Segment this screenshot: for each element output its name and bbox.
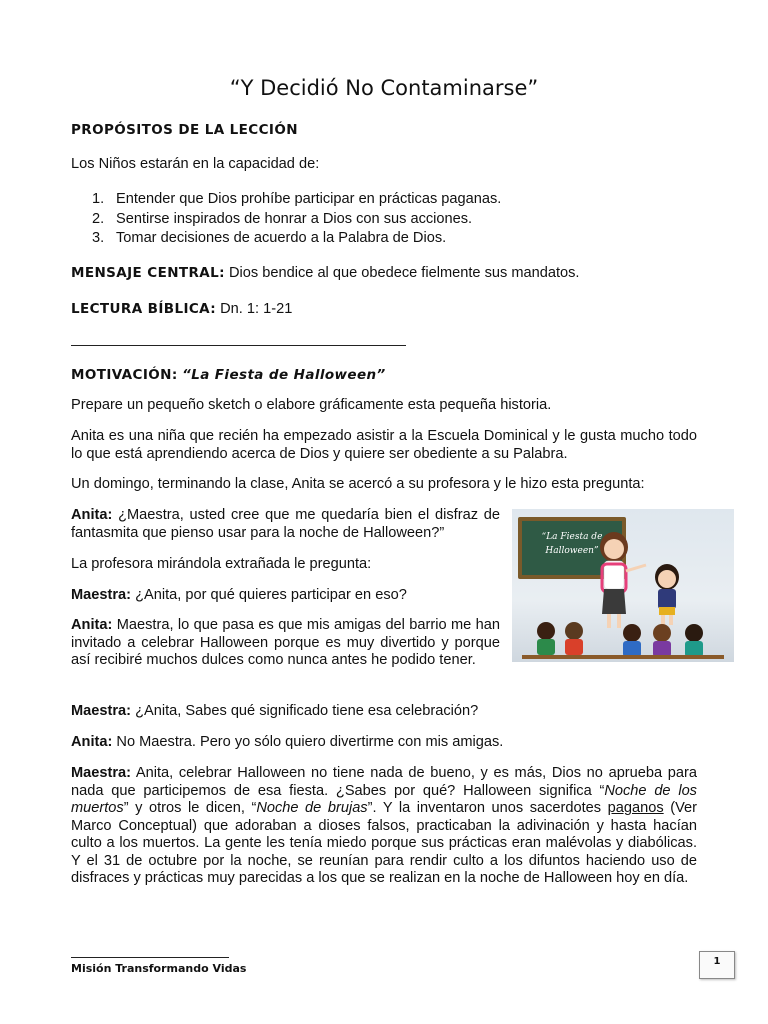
motivation-paragraph: Prepare un pequeño sketch o elabore gráficamente esta pequeña historia. [71, 397, 552, 413]
purpose-item: 2. Sentirse inspirados de honrar a Dios con sus acciones. [92, 211, 473, 227]
motivation-paragraph: Anita es una niña que recién ha empezado asistir a la Escuela Dominical y le gusta mucho todo lo que está aprendiendo acerca de Dios y quiere ser obediente a su Palabra. [71, 428, 697, 462]
purposes-heading: PROPÓSITOS DE LA LECCIÓN [71, 122, 298, 138]
dialogue-line: Maestra: ¿Anita, por qué quieres participar en eso? [71, 587, 407, 603]
central-message-text: Dios bendice al que obedece fielmente sus mandatos. [229, 265, 580, 281]
footer-text: Misión Transformando Vidas [71, 962, 247, 975]
central-message [71, 265, 580, 283]
purposes-intro: Los Niños estarán en la capacidad de: [71, 156, 320, 172]
motivation-paragraph: Un domingo, terminando la clase, Anita se acercó a su profesora y le hizo esta pregunta: [71, 476, 645, 492]
motivation-heading: MOTIVACIÓN: “La Fiesta de Halloween” [71, 367, 386, 383]
bible-reading-text: Dn. 1: 1-21 [220, 301, 293, 317]
footer-divider [71, 957, 229, 958]
document-title: “Y Decidió No Contaminarse” [229, 76, 539, 100]
motivation-subtitle: “La Fiesta de Halloween” [182, 367, 386, 383]
teacher-figure [600, 532, 646, 628]
dialogue-narration: La profesora mirándola extrañada le pregunta: [71, 556, 372, 572]
classroom-scene-icon [512, 509, 734, 662]
purpose-item: 3. Tomar decisiones de acuerdo a la Palabra de Dios. [92, 230, 447, 246]
central-message-label: MENSAJE CENTRAL: [71, 265, 225, 281]
seated-children [522, 622, 724, 659]
dialogue-line: Anita: ¿Maestra, usted cree que me quedaría bien el disfraz de fantasmita que pienso usar para la noche de Halloween?” [71, 507, 500, 541]
purpose-item: 1. Entender que Dios prohíbe participar en prácticas paganas. [92, 191, 502, 207]
dialogue-line: Maestra: Anita, celebrar Halloween no tiene nada de bueno, y es más, Dios no aprueba para nada que participemos de esa fiesta. ¿Sabes por qué? Halloween significa “Noche de los muertos” y otros le dicen, “Noche de brujas”. Y la inventaron unos sacerdotes paganos (Ver Marco Conceptual) que adoraban a dioses falsos, practicaban la adivinación y hasta hacían culto a los muertos. La gente les tenía miedo porque sus prácticas eran malévolas y diabólicas. Y el 31 de octubre por la noche, se reunían para rendir culto a los difuntos haciendo uso de disfraces y prácticas muy parecidas a los que se realizan en la noche de Halloween hoy en día. [71, 765, 697, 886]
dialogue-line: Anita: Maestra, lo que pasa es que mis amigas del barrio me han invitado a celebrar Halloween porque es muy divertido y porque así recibiré muchos dulces como nunca antes he podido tener. [71, 617, 500, 668]
chalkboard-text-line2: Halloween” [545, 546, 599, 556]
dialogue-line: Anita: No Maestra. Pero yo sólo quiero divertirme con mis amigas. [71, 734, 504, 750]
bible-reading [71, 301, 292, 319]
chalkboard-text-line1: “La Fiesta de [541, 532, 603, 542]
student-girl-figure [655, 564, 679, 625]
page-number: 1 [699, 951, 735, 979]
classroom-illustration [512, 509, 734, 662]
dialogue-line: Maestra: ¿Anita, Sabes qué significado tiene esa celebración? [71, 703, 479, 719]
bible-reading-label: LECTURA BÍBLICA: [71, 301, 217, 317]
section-divider [71, 345, 406, 346]
